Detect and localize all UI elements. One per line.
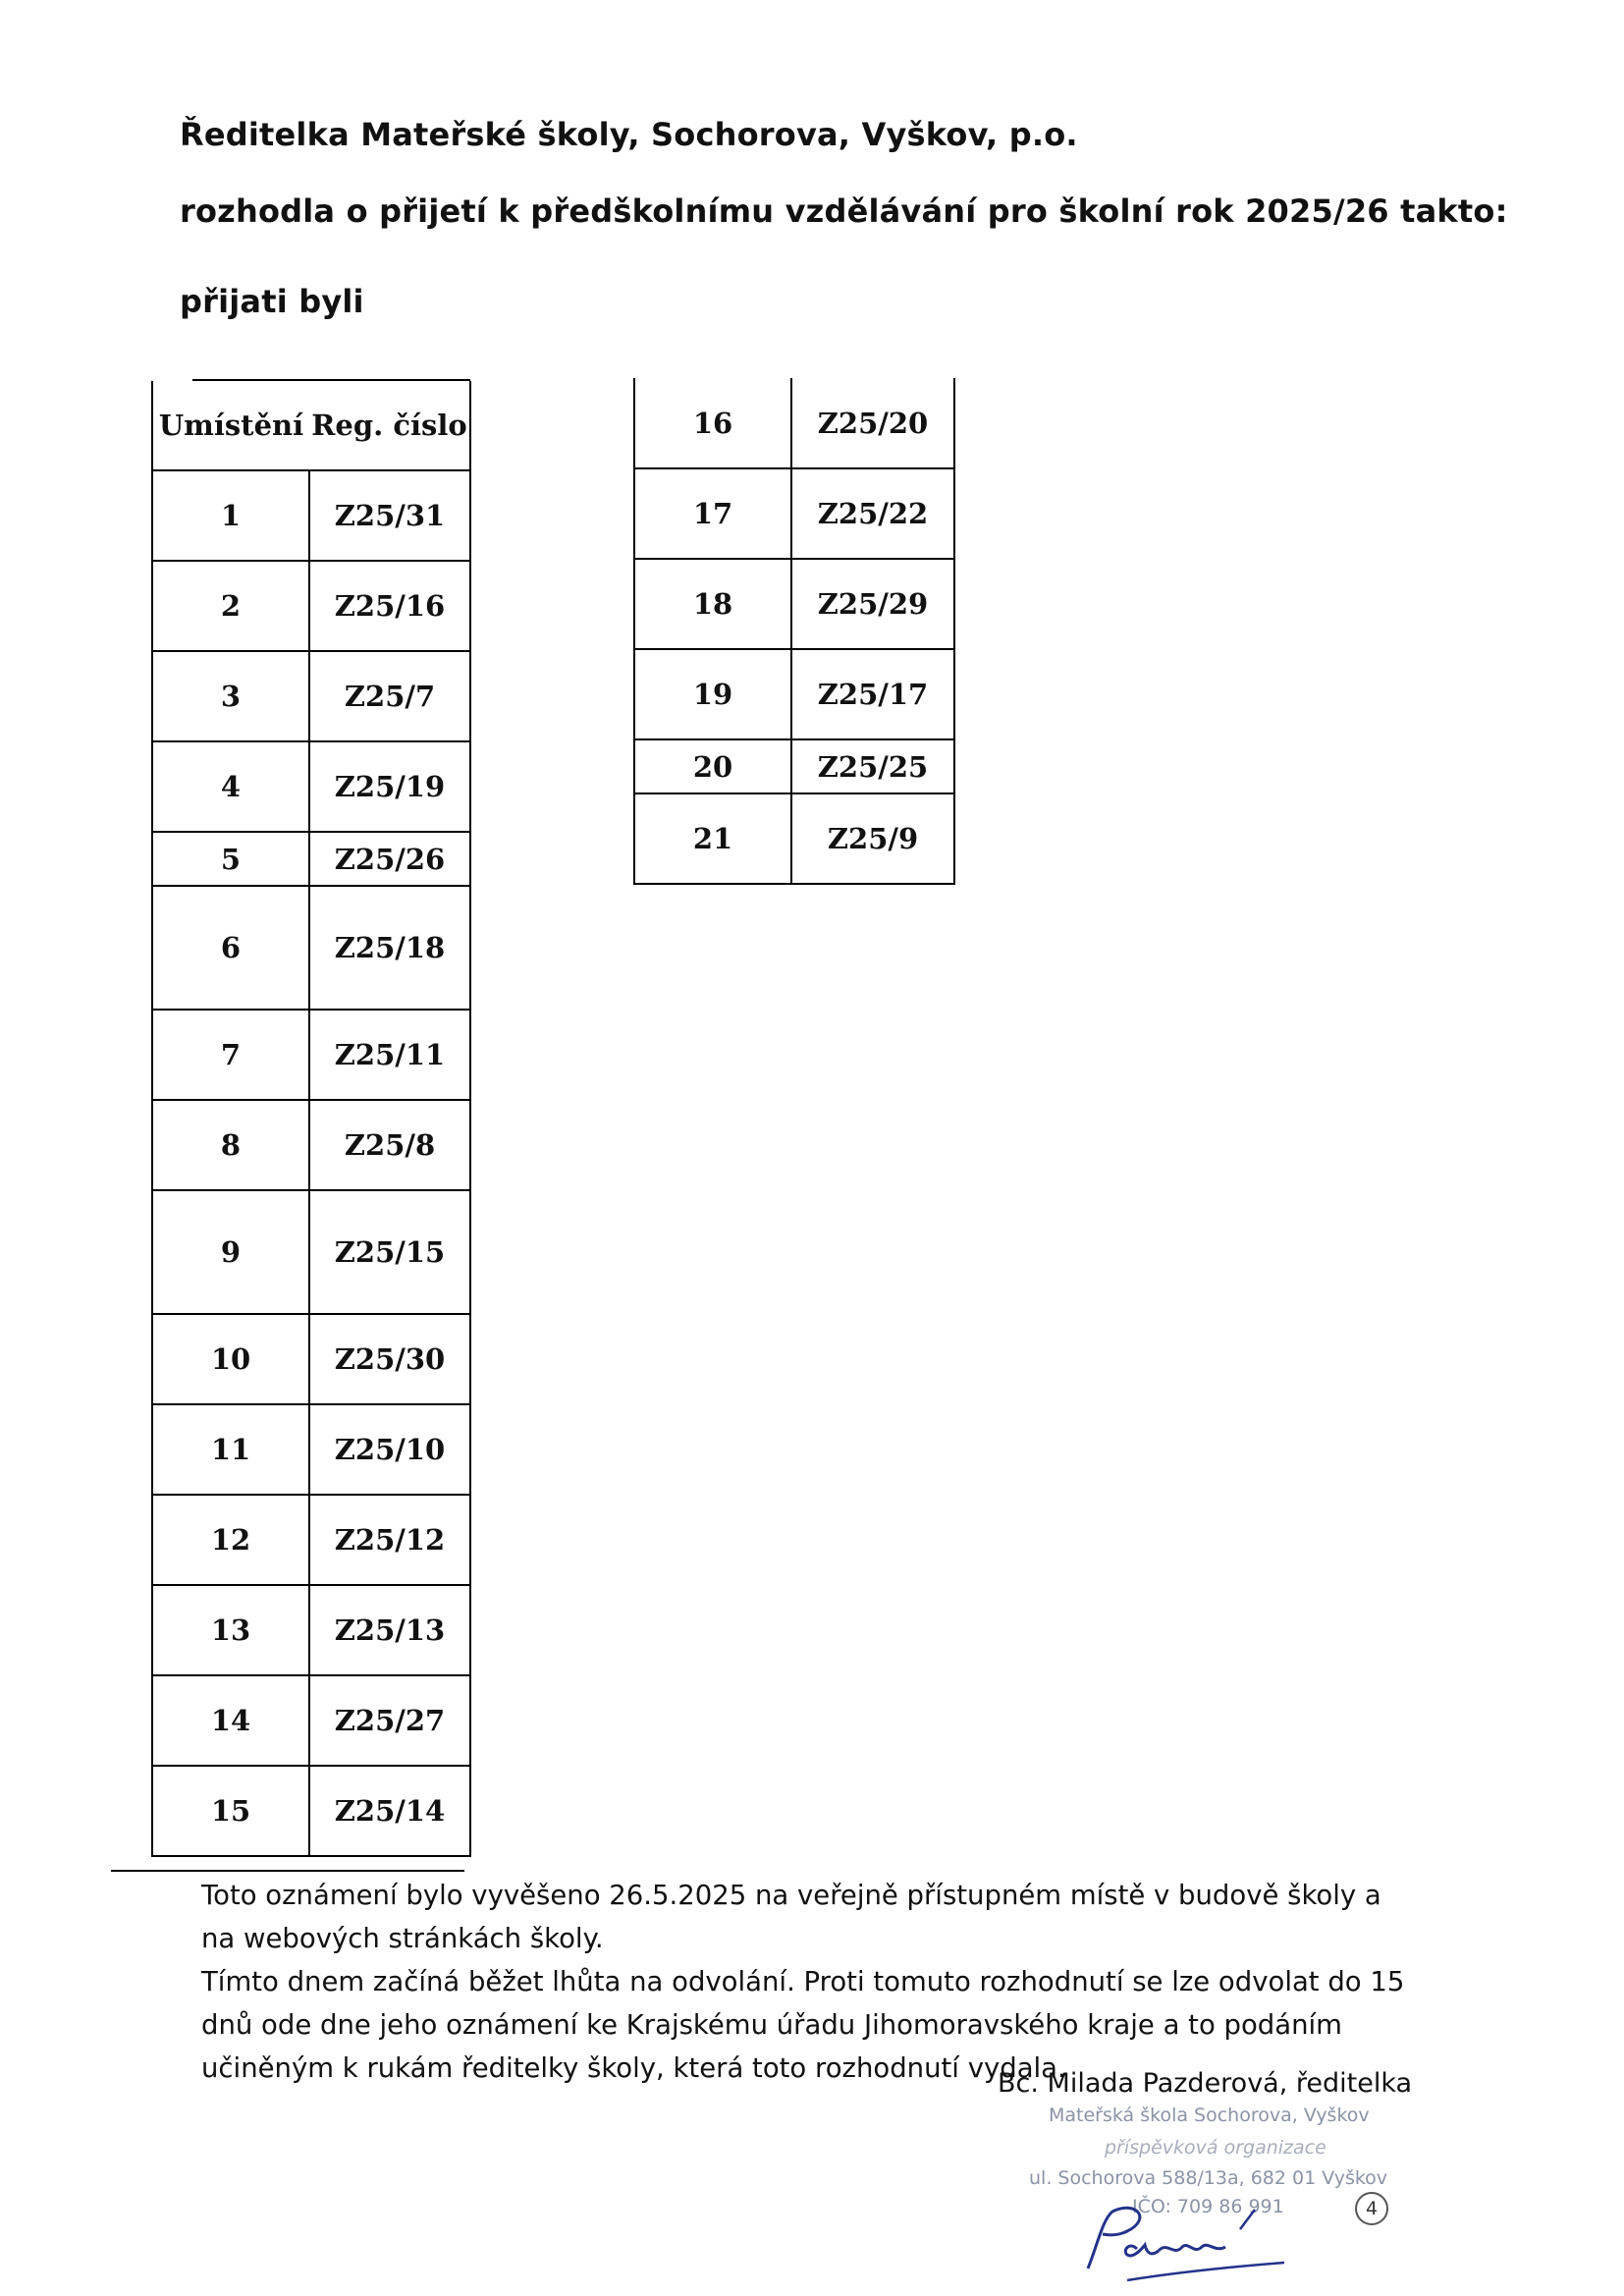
heading-title: Ředitelka Mateřské školy, Sochorova, Vyškov, p.o. bbox=[180, 116, 1078, 153]
page-number: 4 bbox=[1355, 2192, 1388, 2225]
table-row bbox=[634, 559, 954, 649]
table-row bbox=[152, 1675, 470, 1766]
place-cell: 6 bbox=[152, 886, 309, 1010]
table-row bbox=[152, 1314, 470, 1404]
table-row bbox=[152, 1010, 470, 1100]
stamp-ico: IČO: 709 86 991 bbox=[1132, 2196, 1284, 2217]
place-cell: 4 bbox=[152, 741, 309, 832]
table-row bbox=[152, 1404, 470, 1495]
table-row bbox=[152, 1190, 470, 1314]
heading-decision: rozhodla o přijetí k předškolnímu vzdělávání pro školní rok 2025/26 takto: bbox=[180, 192, 1508, 230]
place-cell: 7 bbox=[152, 1010, 309, 1100]
notice-text bbox=[201, 1874, 1419, 2090]
place-cell: 15 bbox=[152, 1766, 309, 1856]
reg-cell: Z25/11 bbox=[309, 1010, 470, 1100]
place-cell: 2 bbox=[152, 561, 309, 651]
reg-cell: Z25/16 bbox=[309, 561, 470, 651]
reg-cell: Z25/8 bbox=[309, 1100, 470, 1190]
place-cell: 18 bbox=[634, 559, 791, 649]
place-cell: 20 bbox=[634, 739, 791, 793]
column-header-place: Umístění bbox=[152, 381, 309, 470]
reg-cell: Z25/29 bbox=[791, 559, 954, 649]
reg-cell: Z25/20 bbox=[791, 378, 954, 468]
reg-cell: Z25/30 bbox=[309, 1314, 470, 1404]
reg-cell: Z25/7 bbox=[309, 651, 470, 741]
table-row bbox=[634, 378, 954, 468]
table-bottom-rule bbox=[111, 1870, 464, 1872]
reg-cell: Z25/22 bbox=[791, 468, 954, 559]
table-row bbox=[152, 1495, 470, 1585]
admission-table-right bbox=[633, 378, 955, 885]
table-row bbox=[152, 651, 470, 741]
place-cell: 5 bbox=[152, 832, 309, 886]
table-row bbox=[152, 886, 470, 1010]
heading-accepted: přijati byli bbox=[180, 283, 364, 320]
notice-appeal: Tímto dnem začíná běžet lhůta na odvolání. Proti tomuto rozhodnutí se lze odvolat do 15 dnů ode dne jeho oznámení ke Krajskému úřadu Jihomoravského kraje a to podáním učiněným k rukám ředitelky školy, která toto rozhodnutí vydala. bbox=[201, 1966, 1405, 2084]
reg-cell: Z25/10 bbox=[309, 1404, 470, 1495]
place-cell: 12 bbox=[152, 1495, 309, 1585]
place-cell: 8 bbox=[152, 1100, 309, 1190]
reg-cell: Z25/19 bbox=[309, 741, 470, 832]
place-cell: 1 bbox=[152, 470, 309, 561]
column-header-reg: Reg. číslo bbox=[309, 381, 470, 470]
handwritten-signature bbox=[1068, 2190, 1304, 2288]
stamp-org-type: příspěvková organizace bbox=[1105, 2137, 1326, 2159]
place-cell: 17 bbox=[634, 468, 791, 559]
table-header-row bbox=[152, 381, 470, 470]
table-row bbox=[152, 470, 470, 561]
table-row bbox=[634, 649, 954, 739]
notice-posted: Toto oznámení bylo vyvěšeno 26.5.2025 na veřejně přístupném místě v budově školy a na webových stránkách školy. bbox=[201, 1880, 1381, 1954]
table-row bbox=[152, 832, 470, 886]
table-row bbox=[634, 468, 954, 559]
place-cell: 3 bbox=[152, 651, 309, 741]
place-cell: 13 bbox=[152, 1585, 309, 1675]
table-row bbox=[152, 1585, 470, 1675]
reg-cell: Z25/12 bbox=[309, 1495, 470, 1585]
place-cell: 10 bbox=[152, 1314, 309, 1404]
stamp-school-name: Mateřská škola Sochorova, Vyškov bbox=[1049, 2105, 1370, 2126]
reg-cell: Z25/17 bbox=[791, 649, 954, 739]
reg-cell: Z25/14 bbox=[309, 1766, 470, 1856]
place-cell: 9 bbox=[152, 1190, 309, 1314]
reg-cell: Z25/13 bbox=[309, 1585, 470, 1675]
admission-table-left bbox=[151, 381, 471, 1857]
table-row bbox=[152, 561, 470, 651]
reg-cell: Z25/31 bbox=[309, 470, 470, 561]
table-row bbox=[152, 741, 470, 832]
table-row bbox=[152, 1766, 470, 1856]
reg-cell: Z25/26 bbox=[309, 832, 470, 886]
place-cell: 11 bbox=[152, 1404, 309, 1495]
table-row bbox=[634, 739, 954, 793]
stamp-address: ul. Sochorova 588/13a, 682 01 Vyškov bbox=[1029, 2167, 1388, 2189]
reg-cell: Z25/9 bbox=[791, 793, 954, 884]
reg-cell: Z25/25 bbox=[791, 739, 954, 793]
reg-cell: Z25/18 bbox=[309, 886, 470, 1010]
place-cell: 14 bbox=[152, 1675, 309, 1766]
reg-cell: Z25/15 bbox=[309, 1190, 470, 1314]
place-cell: 16 bbox=[634, 378, 791, 468]
place-cell: 19 bbox=[634, 649, 791, 739]
place-cell: 21 bbox=[634, 793, 791, 884]
reg-cell: Z25/27 bbox=[309, 1675, 470, 1766]
table-row bbox=[634, 793, 954, 884]
signatory-name: Bc. Milada Pazderová, ředitelka bbox=[998, 2068, 1413, 2099]
table-row bbox=[152, 1100, 470, 1190]
